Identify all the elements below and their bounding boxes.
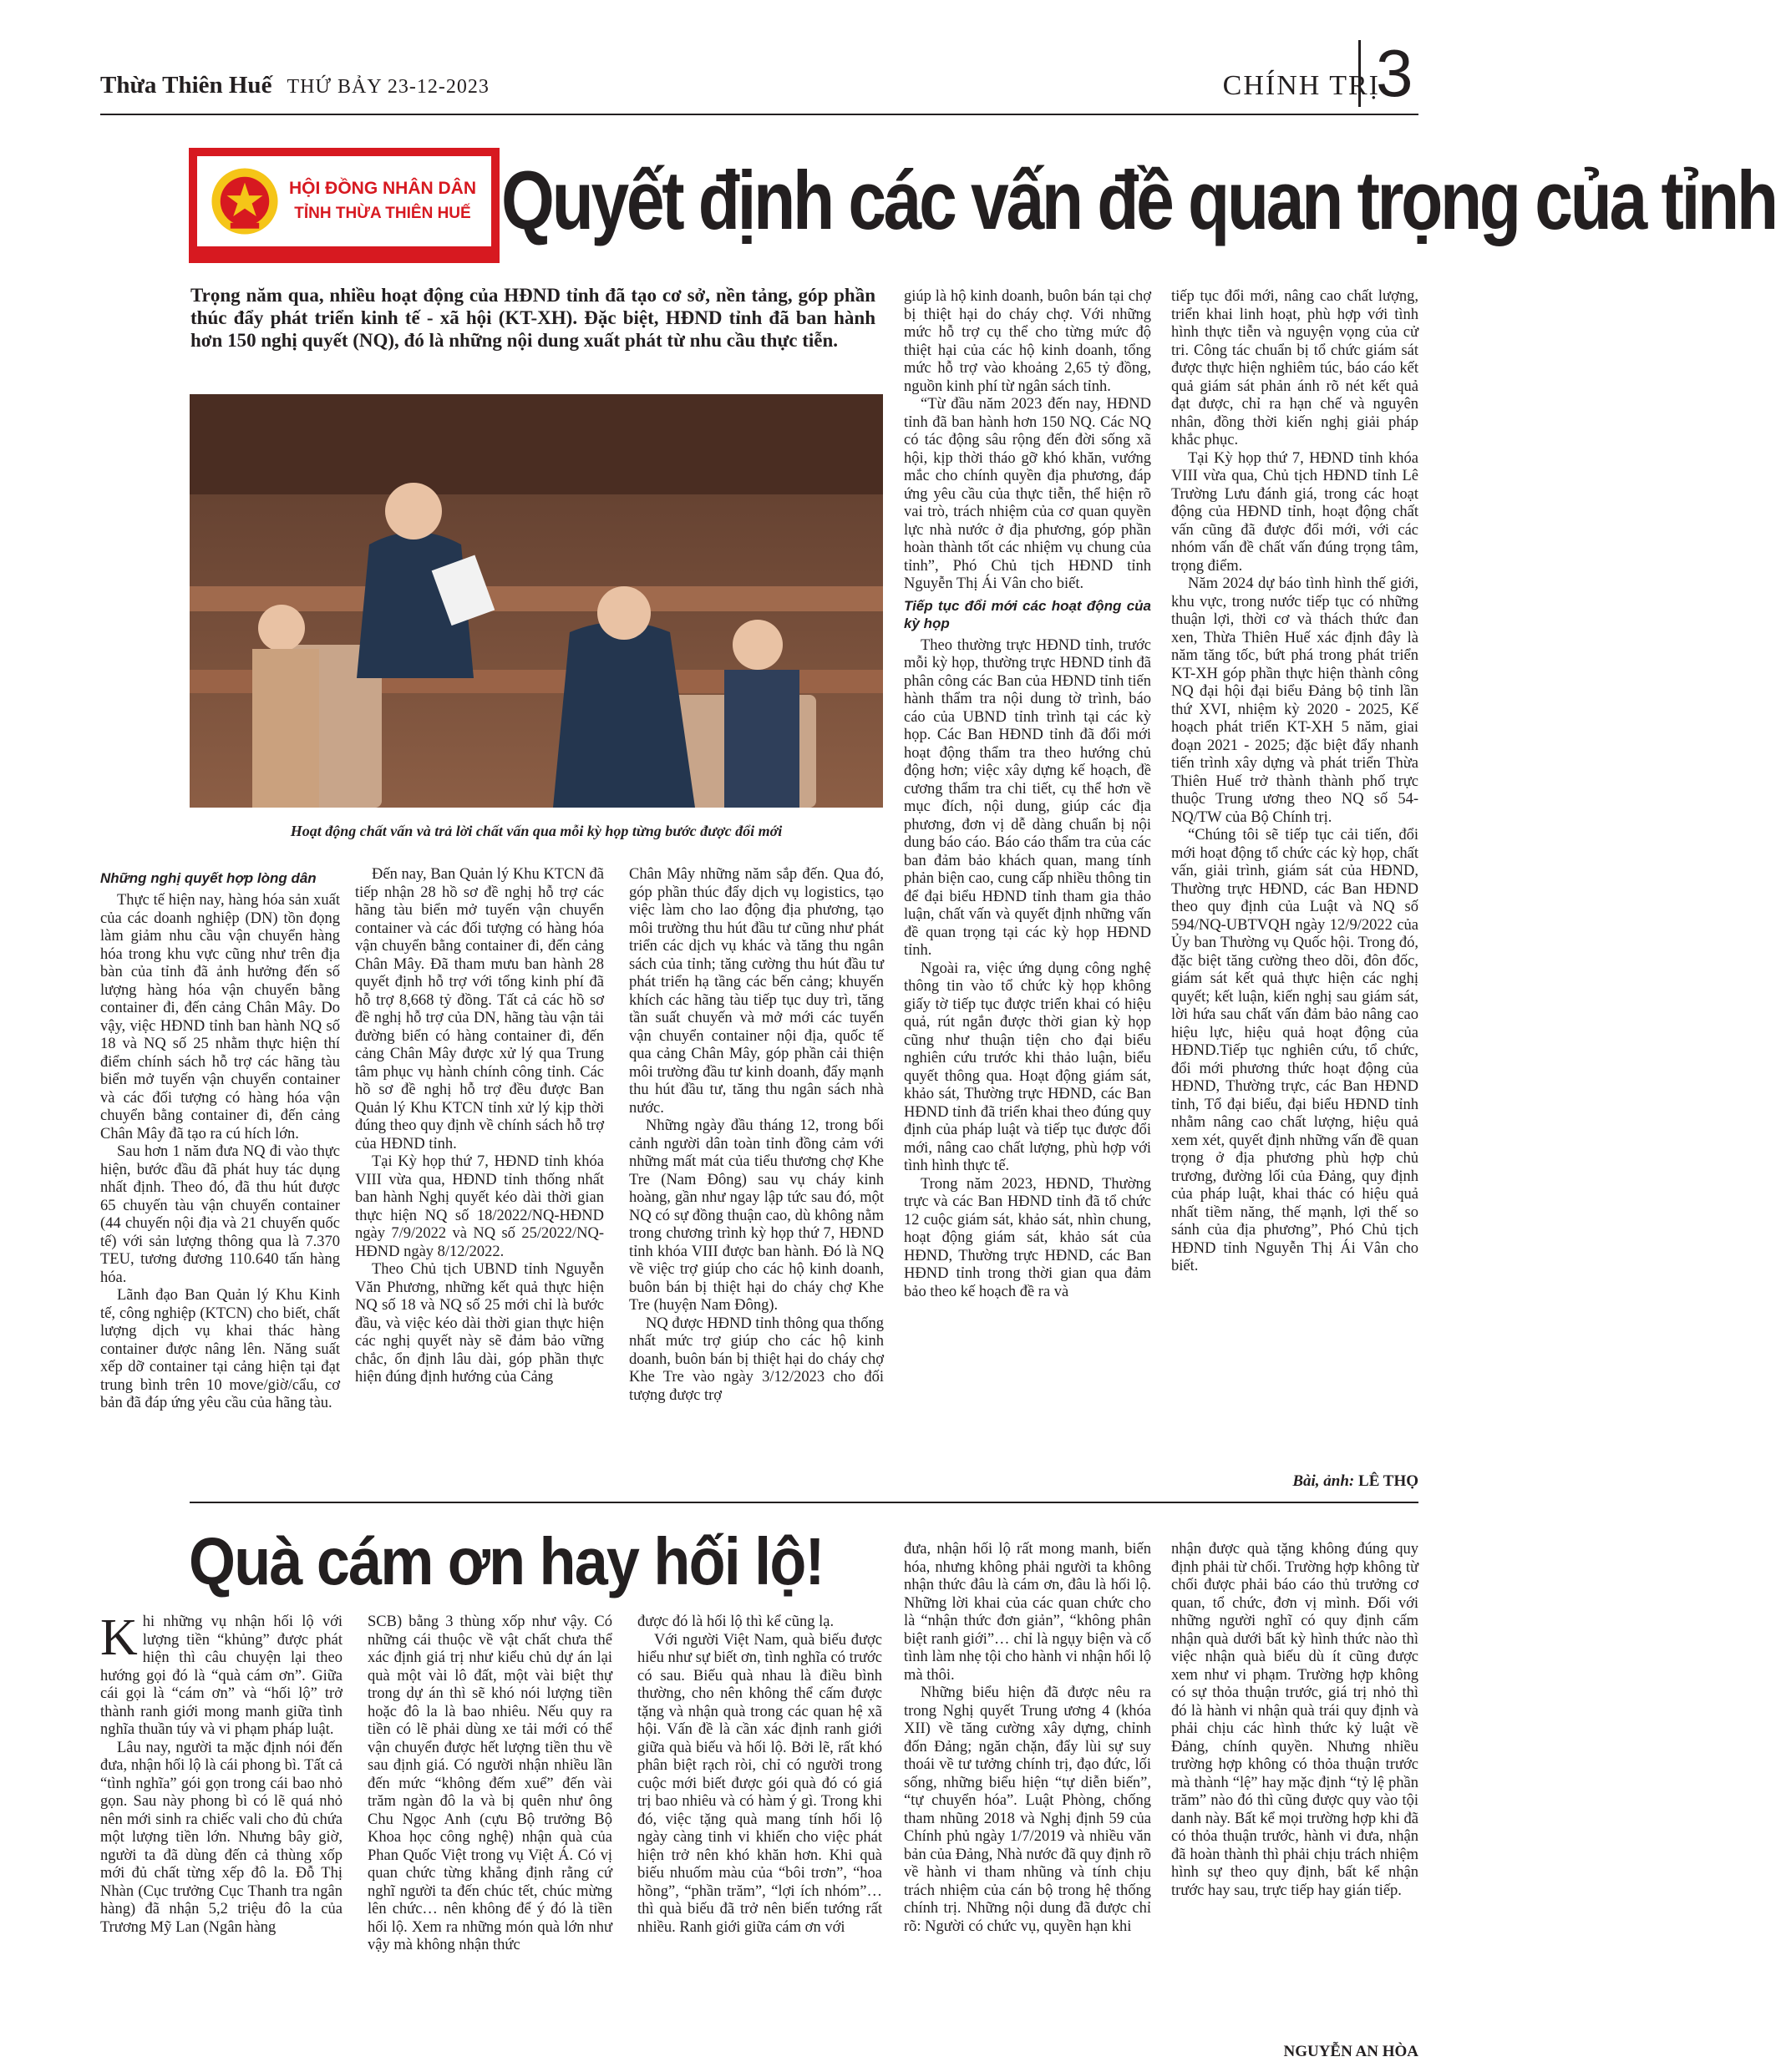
article1-byline: [1292, 1472, 1418, 1491]
article2-column-3: [637, 1614, 882, 1937]
page-number: 3: [1358, 40, 1413, 107]
paragraph: Với người Việt Nam, quà biếu được hiểu như sự biết ơn, tình nghĩa có trước có sau. Biếu quà nhau là điều bình thường, cho nên không thể cấm được tặng và nhận quà trong các quan hệ xã hội. Vấn đề là cần xác định ranh giới giữa quà biếu và hối lộ. Bởi lẽ, rất khó phân biệt rạch ròi, chỉ có người trong cuộc mới biết được gói quà đó có giá trị bao nhiêu và có hàm ý gì. Trong khi đó, việc tặng quà mang tính hối lộ ngày càng tinh vi khiến cho việc phát hiện trở nên khó khăn hơn. Khi quà biếu nhuốm màu của “bôi trơn”, “hoa hồng”, “phần trăm”, “lợi ích nhóm”… thì quà biếu đã trở nên biến tướng rất nhiều. Ranh giới giữa cám ơn với: [637, 1631, 882, 1936]
photo-caption: Hoạt động chất vấn và trả lời chất vấn qua mỗi kỳ họp từng bước được đổi mới: [290, 823, 783, 839]
issue-date: THỨ BẢY 23-12-2023: [287, 76, 490, 98]
paragraph: NQ được HĐND tỉnh thông qua thống nhất mức trợ giúp cho các hộ kinh doanh, buôn bán bị thiệt hại do cháy chợ Khe Tre vào ngày 3/12/2023 cho đối tượng được trợ: [629, 1315, 884, 1404]
paragraph: Tại Kỳ họp thứ 7, HĐND tỉnh khóa VIII vừa qua, HĐND tỉnh thống nhất ban hành Nghị quyết kéo dài thời gian thực hiện NQ số 18/2022/NQ-HĐND ngày 7/9/2022 và NQ số 25/2022/NQ-HĐND ngày 8/12/2022.: [355, 1153, 604, 1260]
paragraph: Những biểu hiện đã được nêu ra trong Nghị quyết Trung ương 4 (khóa XII) về tăng cường xây dựng, chỉnh đốn Đảng; ngăn chặn, đẩy lùi sự suy thoái về tư tưởng chính trị, đạo đức, lối sống, những biểu hiện “tự diễn biến”, “tự chuyển hóa”. Luật Phòng, chống tham nhũng 2018 và Nghị định 59 của Chính phủ ngày 1/7/2019 và nhiều văn bản của Đảng, Nhà nước đã quy định rõ về hành vi tham nhũng và tính chịu trách nhiệm của cán bộ trong hệ thống chính trị. Những nội dung đã được chỉ rõ: Người có chức vụ, quyền hạn khi: [904, 1684, 1151, 1935]
article-separator: [190, 1502, 1418, 1503]
paragraph: Đến nay, Ban Quản lý Khu KTCN đã tiếp nhận 28 hồ sơ đề nghị hỗ trợ các hãng tàu biển mở tuyến vận chuyển container và các đối tượng có hàng hóa vận chuyển bằng container đi, đến cảng Chân Mây. Đã tham mưu ban hành 28 quyết định hỗ trợ với tổng kinh phí đã hỗ trợ 8,668 tỷ đồng. Tất cả các hồ sơ đề nghị hỗ trợ của DN, hãng tàu vận tải đường biển có hàng container đi, đến cảng Chân Mây được xử lý qua Trung tâm phục vụ hành chính công tỉnh. Các hồ sơ đề nghị hỗ trợ đều được Ban Quản lý Khu KTCN tỉnh xử lý kịp thời đúng theo quy định về chính sách hỗ trợ của HĐND tỉnh.: [355, 866, 604, 1153]
header-rule: [100, 114, 1418, 115]
paper-name: Thừa Thiên Huế: [100, 72, 272, 99]
article2-column-2: [368, 1614, 612, 1955]
article1-column-5: [1171, 288, 1418, 1276]
council-badge-inner: [197, 156, 491, 246]
paragraph: Sau hơn 1 năm đưa NQ đi vào thực hiện, bước đầu đã phát huy tác dụng nhất định. Theo đó, đã thu hút được 65 chuyến tàu vận chuyển container (44 chuyến nội địa và 21 chuyến quốc tế) với sản lượng thông qua là 7.370 TEU, tương đương 110.640 tấn hàng hóa.: [100, 1143, 340, 1286]
subheading: Những nghị quyết hợp lòng dân: [100, 870, 317, 886]
paragraph: “Từ đầu năm 2023 đến nay, HĐND tỉnh đã ban hành hơn 150 NQ. Các NQ có tác động sâu rộng đến đời sống xã hội, kịp thời tháo gỡ khó khăn, vướng mắc cho chính quyền địa phương, đáp ứng yêu cầu của thực tiễn, thể hiện rõ vai trò, trách nhiệm của cơ quan quyền lực nhà nước ở địa phương, góp phần hoàn thành tốt các nhiệm vụ chung của tỉnh”, Phó Chủ tịch HĐND tỉnh Nguyễn Thị Ái Vân cho biết.: [904, 396, 1151, 592]
article2-byline: NGUYỄN AN HÒA: [1283, 2043, 1418, 2060]
paragraph: Trong năm 2023, HĐND, Thường trực và các Ban HĐND tỉnh đã tổ chức 12 cuộc giám sát, khảo sát, nhìn chung, hoạt động giám sát, khảo sát của HĐND, Thường trực HĐND, các Ban HĐND tỉnh trong thời gian qua đảm bảo theo kế hoạch đề ra và: [904, 1175, 1151, 1300]
paragraph: “Chúng tôi sẽ tiếp tục cải tiến, đổi mới hoạt động tổ chức các kỳ họp, chất vấn, giải trình, giám sát của HĐND, Thường trực HĐND, các Ban HĐND theo quy định của Luật và NQ số 594/NQ-UBTVQH ngày 12/9/2022 của Ủy ban Thường vụ Quốc hội. Trong đó, đặc biệt tăng cường theo dõi, đôn đốc, giám sát kết quả thực hiện các nghị quyết; kết luận, kiến nghị sau giám sát, lời hứa sau chất vấn đảm bảo nâng cao hiệu lực, hiệu quả hoạt động của HĐND.Tiếp tục nghiên cứu, tổ chức, đổi mới phương thức hoạt động của HĐND, Thường trực, các Ban HĐND tỉnh, Tổ đại biểu, đại biểu HĐND tỉnh nhằm nâng cao chất lượng, hiệu quả xem xét, quyết định những vấn đề quan trọng ở địa phương phù hợp chủ trương, đường lối của Đảng, quy định của pháp luật, khai thác có hiệu quả nhất tiềm năng, thế mạnh, lợi thế so sánh của địa phương”, Phó Chủ tịch HĐND tỉnh Nguyễn Thị Ái Vân cho biết.: [1171, 827, 1418, 1274]
article1-column-2: [355, 866, 604, 1387]
paragraph: Theo thường trực HĐND tỉnh, trước mỗi kỳ họp, thường trực HĐND tỉnh đã phân công các Ban của HĐND tỉnh tiến hành thẩm tra nội dung tờ trình, báo cáo của UBND tỉnh trình tại các kỳ họp. Các Ban HĐND tỉnh đã đổi mới hoạt động thẩm tra theo hướng chủ động hơn; việc xây dựng kế hoạch, đề cương thẩm tra chi tiết, cụ thể hơn về mục đích, nội dung, giúp các địa phương, đơn vị dễ dàng chuẩn bị nội dung báo cáo. Báo cáo thẩm tra của các ban đảm bảo khách quan, mang tính phản biện cao, cung cấp nhiều thông tin để đại biểu HĐND tỉnh tham gia thảo luận, chất vấn và quyết định những vấn đề quan trọng tại các kỳ họp HĐND tỉnh.: [904, 636, 1151, 959]
article2-column-1: [100, 1609, 343, 1937]
article2-column-5: [1171, 1541, 1418, 1900]
council-badge-text: [289, 176, 476, 226]
byline-author: LÊ THỌ: [1358, 1472, 1418, 1490]
paragraph: hi những vụ nhận hối lộ với lượng tiền “khủng” được phát hiện thì câu chuyện lại theo hướng gọi đó là “quà cám ơn”. Giữa cái gọi là “cám ơn” và “hối lộ” trở thành ranh giới mong manh giữa tình nghĩa thuần túy và vi phạm pháp luật.: [100, 1614, 343, 1738]
article2-column-4: [904, 1541, 1151, 1936]
badge-line-1: HỘI ĐỒNG NHÂN DÂN: [289, 179, 476, 198]
paragraph: Lãnh đạo Ban Quản lý Khu Kinh tế, công nghiệp (KTCN) cho biết, chất lượng dịch vụ khai thác hàng container được nâng lên. Năng suất xếp dỡ container tại cảng hiện tại đạt trung bình trên 10 move/giờ/cẩu, cơ bản đã đáp ứng yêu cầu của hãng tàu.: [100, 1287, 340, 1411]
paragraph: tiếp tục đổi mới, nâng cao chất lượng, triển khai linh hoạt, phù hợp với tình hình thực tiễn và nguyện vọng của cử tri. Công tác chuẩn bị tổ chức giám sát được thực hiện nghiêm túc, báo cáo kết quả giám sát phản ánh rõ nét kết quả đạt được, chỉ ra hạn chế và nguyên nhân, đồng thời kiến nghị giải pháp khắc phục.: [1171, 288, 1418, 448]
article1-column-1: [100, 866, 340, 1413]
paragraph: Chân Mây những năm sắp đến. Qua đó, góp phần thúc đẩy dịch vụ logistics, tạo việc làm cho lao động địa phương, tạo môi trường thu hút đầu tư cũng như phát triển các dịch vụ khác và tăng thu ngân sách của tỉnh; tăng cường thu hút đầu tư phát triển hạ tầng các bến cảng; khuyến khích các hãng tàu tiếp tục duy trì, tăng tần suất chuyến và mở mới các tuyến vận chuyển container nội địa, quốc tế qua cảng Chân Mây, góp phần cải thiện môi trường đầu tư kinh doanh, đẩy mạnh thu hút đầu tư, tăng thu ngân sách nhà nước.: [629, 866, 884, 1117]
paragraph: Theo Chủ tịch UBND tỉnh Nguyễn Văn Phương, những kết quả thực hiện NQ số 18 và NQ số 25 mới chỉ là bước đầu, và việc kéo dài thời gian thực hiện các nghị quyết này sẽ đảm bảo vững chắc, ổn định lâu dài, góp phần thực hiện đúng định hướng của Cảng: [355, 1261, 604, 1386]
paragraph: Năm 2024 dự báo tình hình thế giới, khu vực, trong nước tiếp tục có những thuận lợi, thời cơ và thách thức đan xen, Thừa Thiên Huế xác định đây là năm tăng tốc, bứt phá trong phát triển KT-XH góp phần thực hiện thành công NQ đại hội đại biểu Đảng bộ tỉnh lần thứ XVI, nhiệm kỳ 2020 - 2025, Kế hoạch phát triển KT-XH 5 năm, giai đoạn 2021 - 2025; đặc biệt đẩy nhanh tiến trình xây dựng và phát triển Thừa Thiên Huế trở thành thành phố trực thuộc Trung ương theo NQ số 54-NQ/TW của Bộ Chính trị.: [1171, 575, 1418, 826]
paragraph: Ngoài ra, việc ứng dụng công nghệ thông tin vào tổ chức kỳ họp không giấy tờ tiếp tục được triển khai có hiệu quả, rút ngắn được thời gian kỳ họp cũng như thuận tiện cho đại biểu nghiên cứu trước khi thảo luận, biểu quyết thông qua. Hoạt động giám sát, khảo sát, Thường trực HĐND, các Ban HĐND tỉnh đã triển khai theo đúng quy định của pháp luật và tiếp tục được đổi mới, nâng cao chất lượng, phù hợp với tình hình thực tế.: [904, 960, 1151, 1174]
article2-headline: Quà cám ơn hay hối lộ!: [189, 1524, 824, 1598]
badge-line-2: TỈNH THỪA THIÊN HUẾ: [294, 205, 471, 222]
byline-label: Bài, ảnh:: [1292, 1472, 1355, 1490]
subheading: Tiếp tục đổi mới các hoạt động của kỳ họp: [904, 597, 1151, 631]
paragraph: đưa, nhận hối lộ rất mong manh, biến hóa, nhưng không phải người ta không nhận thức đâu là cám ơn, đâu là hối lộ. Những lời khai của các quan chức cho là “nhận thức đơn giản”, “không phân biệt ranh giới”… chỉ là ngụy biện và cố tình làm nhẹ tội cho hành vi nhận hối lộ mà thôi.: [904, 1541, 1151, 1684]
paragraph: Thực tế hiện nay, hàng hóa sản xuất của các doanh nghiệp (DN) tồn đọng làm giảm nhu cầu vận chuyển hàng hóa trong khu vực cũng như trên địa bàn của tỉnh đã ảnh hưởng đến số lượng hàng hóa vận chuyển bằng container đi, đến cảng Chân Mây. Do vậy, việc HĐND tỉnh ban hành NQ số 18 và NQ số 25 nhằm thực hiện thí điểm chính sách hỗ trợ các hãng tàu biển mở tuyến vận chuyển container và các đối tượng có hàng hóa vận chuyển bằng container đi, đến cảng Chân Mây đã tạo ra cú hích lớn.: [100, 892, 340, 1142]
article1-lede: Trọng năm qua, nhiều hoạt động của HĐND tỉnh đã tạo cơ sở, nền tảng, góp phần thúc đẩy phát triển kinh tế - xã hội (KT-XH). Đặc biệt, HĐND tỉnh đã ban hành hơn 150 nghị quyết (NQ), đó là những nội dung xuất phát từ nhu cầu thực tiễn.: [190, 285, 875, 351]
paragraph: SCB) bằng 3 thùng xốp như vậy. Có những cái thuộc về vật chất chưa thể xác định giá trị như kiểu chủ dự án lại quà một vài lô đất, một vài biệt thự trong dự án thì sẽ khó nói lượng tiền hoặc đô la là bao nhiêu. Nếu quy ra tiền có lẽ phải dùng xe tải mới có thể vận chuyển được hết lượng tiền thu về sau định giá. Có người nhận nhiều lần đến mức “không đếm xuể” đến vài trăm ngàn đô la và bị quên như ông Chu Ngọc Anh (cựu Bộ trưởng Bộ Khoa học công nghệ) nhận quà của Phan Quốc Việt trong vụ Việt Á. Có vị quan chức từng khẳng định rằng cứ nghĩ người ta đến chúc tết, chúc mừng lên chức… nên không để ý đó là tiền hối lộ. Xem ra những món quà lớn như vậy mà không nhận thức: [368, 1614, 612, 1953]
article1-column-4: [904, 288, 1151, 1301]
article1-column-3: [629, 866, 884, 1405]
council-session-photo: [190, 394, 883, 808]
paragraph: Tại Kỳ họp thứ 7, HĐND tỉnh khóa VIII vừa qua, Chủ tịch HĐND tỉnh Lê Trường Lưu đánh giá, trong các hoạt động của HĐND tỉnh, hoạt động chất vấn cũng đã được đổi mới, với các nhóm vấn đề chất vấn đúng trọng tâm, trọng điểm.: [1171, 449, 1418, 575]
paragraph: được đó là hối lộ thì kể cũng lạ.: [637, 1614, 835, 1630]
section-name: CHÍNH TRỊ: [1222, 70, 1380, 101]
national-emblem-icon: [209, 165, 281, 237]
paragraph: Những ngày đầu tháng 12, trong bối cảnh người dân toàn tỉnh đồng cảm với những mất mát của tiểu thương chợ Khe Tre (Nam Đông) sau vụ cháy kinh hoàng, gần như ngay lập tức sau đó, một NQ có sự đồng thuận cao, dù không nằm trong chương trình kỳ họp thứ 7, HĐND tỉnh khóa VIII được ban hành. Đó là NQ về việc trợ giúp cho các hộ kinh doanh, buôn bán bị thiệt hại do cháy chợ Khe Tre (huyện Nam Đông).: [629, 1117, 884, 1314]
drop-cap: K: [100, 1609, 138, 1666]
paragraph: nhận được quà tặng không đúng quy định phải từ chối. Trường hợp không từ chối được phải báo cáo thủ trưởng cơ quan, tổ chức, đơn vị mình. Đối với những người nghĩ có quy định cấm nhận quà dưới bất kỳ hình thức nào thì việc nhận quà biếu dù ít cũng được xem như vi phạm. Trường hợp không có sự thỏa thuận trước, giá trị nhỏ thì đó là hành vi nhận quà trái quy định và phải chịu các hình thức kỷ luật về Đảng, chính quyền. Nhưng nhiều trường hợp không có thỏa thuận trước mà thành “lệ” hay mặc định “tỷ lệ phần trăm” nào đó thì cũng được quy vào tội danh này. Bất kể mọi trường hợp khi đã có thỏa thuận trước, hành vi đưa, nhận đã hoàn thành thì phải chịu trách nhiệm hình sự theo quy định, bất kể nhận trước hay sau, trực tiếp hay gián tiếp.: [1171, 1541, 1418, 1899]
paragraph: Lâu nay, người ta mặc định nói đến đưa, nhận hối lộ là cái phong bì. Tất cả “tình nghĩa” gói gọn trong cái bao nhỏ gọn. Sau này phong bì có lẽ quá nhỏ nên mới sinh ra chiếc vali cho đủ chứa một lượng tiền lớn. Nhưng bây giờ, người ta đã dùng đến cả thùng xốp mới đủ chất từng xếp đô la. Đỗ Thị Nhàn (Cục trưởng Cục Thanh tra ngân hàng) đã nhận 5,2 triệu đô la của Trương Mỹ Lan (Ngân hàng: [100, 1739, 343, 1936]
article1-photo: [190, 394, 883, 808]
article1-headline: Quyết định các vấn đề quan trọng của tỉnh: [501, 154, 1776, 246]
paragraph: giúp là hộ kinh doanh, buôn bán tại chợ bị thiệt hại do cháy chợ. Với những mức hỗ trợ cụ thể cho từng mức độ thiệt hại của các hộ kinh doanh, tổng mức hỗ trợ vào khoảng 2,65 tỷ đồng, nguồn kinh phí từ ngân sách tỉnh.: [904, 288, 1151, 395]
masthead: [100, 72, 490, 105]
